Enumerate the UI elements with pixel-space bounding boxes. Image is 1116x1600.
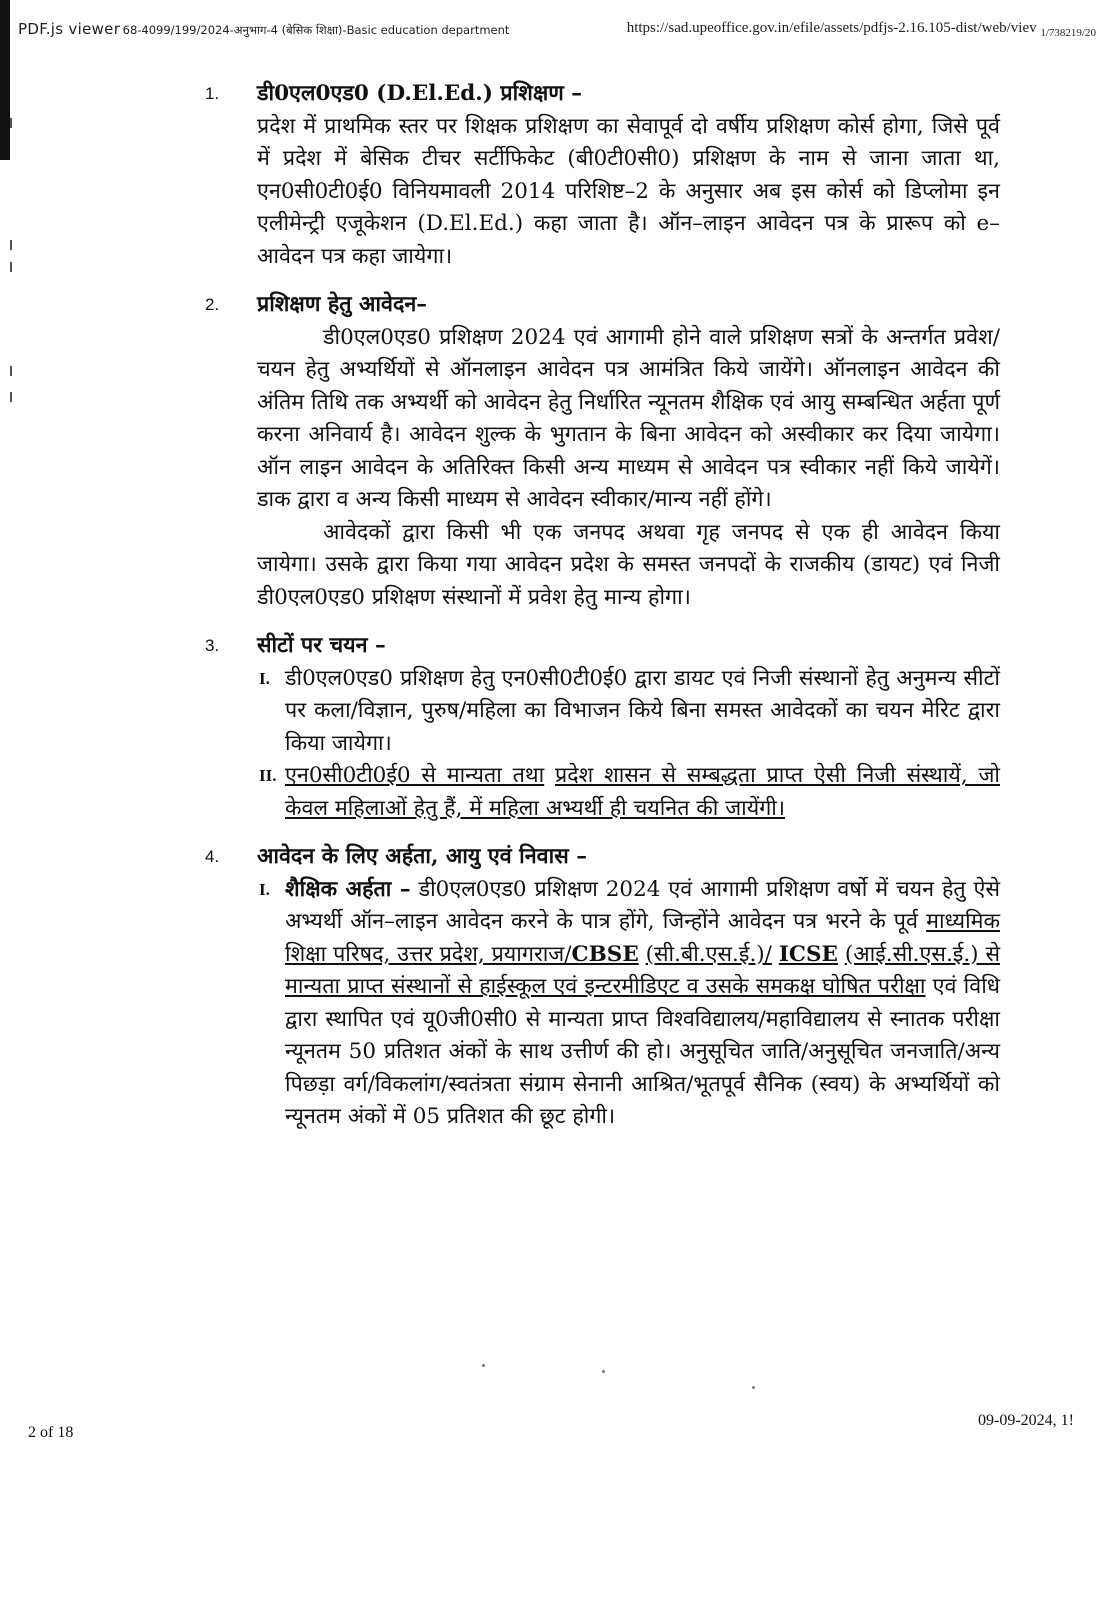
section-1 <box>205 78 1000 273</box>
section-2 <box>205 289 1000 614</box>
section-paragraph: आवेदकों द्वारा किसी भी एक जनपद अथवा गृह जनपद से एक ही आवेदन किया जायेगा। उसके द्वारा किया गया आवेदन प्रदेश के समस्त जनपदों के राजकीय (डायट) एवं निजी डी0एल0एड0 प्रशिक्षण संस्थानों में प्रवेश हेतु मान्य होगा। <box>257 519 1000 610</box>
scan-margin-mark <box>10 366 12 376</box>
section-paragraph: डी0एल0एड0 प्रशिक्षण 2024 एवं आगामी होने वाले प्रशिक्षण सत्रों के अन्तर्गत प्रवेश/चयन हेतु अभ्यर्थियों से ऑनलाइन आवेदन पत्र आमंत्रित किये जायेंगे। ऑनलाइन आवेदन की अंतिम तिथि तक अभ्यर्थी को आवेदन हेतु निर्धारित न्यूनतम शैक्षिक एवं आयु सम्बन्धित अर्हता पूर्ण करना अनिवार्य है। आवेदन शुल्क के भुगतान के बिना आवेदन को अस्वीकार कर दिया जायेगा। ऑन लाइन आवेदन के अतिरिक्त किसी अन्य माध्यम से आवेदन पत्र स्वीकार नहीं किये जायेगें। डाक द्वारा व अन्य किसी माध्यम से आवेदन स्वीकार/मान्य नहीं होंगे। <box>257 324 1000 512</box>
list-item <box>257 874 1000 1134</box>
scan-margin-mark <box>10 392 12 402</box>
section-number: 2. <box>205 295 220 314</box>
viewer-label: PDF.js viewer <box>18 20 121 38</box>
section-3 <box>205 630 1000 825</box>
section-number: 3. <box>205 636 220 655</box>
scan-margin-mark <box>10 262 12 272</box>
item-text: एवं विधि द्वारा स्थापित एवं यू0जी0सी0 से मान्यता प्राप्त विश्वविद्यालय/महाविद्यालय से स्नातक परीक्षा न्यूनतम 50 प्रतिशत अंकों के साथ उत्तीर्ण की हो। अनुसूचित जाति/अनुसूचित जनजाति/अन्य पिछड़ा वर्ग/विकलांग/स्वतंत्रता संग्राम सेनानी आश्रित/भूतपूर्व सैनिक (स्वय) के अभ्यर्थियों को न्यूनतम अंकों में 05 प्रतिशत की छूट होगी। <box>285 974 1000 1129</box>
document-body <box>205 78 1000 1150</box>
section-title: सीटों पर चयन – <box>257 633 386 658</box>
list-item <box>257 760 1000 825</box>
item-number: I. <box>259 879 270 899</box>
section-title: डी0एल0एड0 (D.El.Ed.) प्रशिक्षण – <box>257 81 583 106</box>
page-url: https://sad.upeoffice.gov.in/efile/assets/pdfjs-2.16.105-dist/web/viev <box>626 20 1037 36</box>
page-counter: 2 of 18 <box>28 1424 74 1441</box>
scan-speck <box>602 1370 605 1373</box>
section-4 <box>205 841 1000 1134</box>
scan-speck <box>482 1364 485 1367</box>
underlined-text: माध्यमिक शिक्षा परिषद, उत्तर प्रदेश, प्रयागराज/ <box>285 909 1001 967</box>
underlined-text: CBSE <box>571 941 639 967</box>
section-paragraph: प्रदेश में प्राथमिक स्तर पर शिक्षक प्रशिक्षण का सेवापूर्व दो वर्षीय प्रशिक्षण कोर्स होगा, जिसे पूर्व में प्रदेश में बेसिक टीचर सर्टीफिकेट (बी0टी0सी0) प्रशिक्षण के नाम से जाना जाता था, एन0सी0टी0ई0 विनियमावली 2014 परिशिष्ट–2 के अनुसार अब इस कोर्स को डिप्लोमा इन एलीमेन्ट्री एजूकेशन (D.El.Ed.) कहा जाता है। ऑन–लाइन आवेदन पत्र के प्रारूप को e–आवेदन पत्र कहा जायेगा। <box>257 113 1000 269</box>
underlined-text: प्रदेश शासन से सम्बद्धता प्राप्त ऐसी निजी संस्थायें, जो केवल महिलाओं हेतु हैं, में महिला अभ्यर्थी ही चयनित की जायेंगी। <box>285 763 1000 821</box>
item-number: I. <box>259 668 270 688</box>
item-label: शैक्षिक अर्हता – <box>285 876 411 902</box>
item-number: II. <box>259 766 277 785</box>
print-timestamp: 09-09-2024, 1! <box>978 1412 1074 1429</box>
section-number: 4. <box>205 847 220 866</box>
item-text: डी0एल0एड0 प्रशिक्षण हेतु एन0सी0टी0ई0 द्वारा डायट एवं निजी संस्थानों हेतु अनुमन्य सीटों पर कला/विज्ञान, पुरुष/महिला का विभाजन किये बिना समस्त आवेदकों का चयन मेरिट द्वारा किया जायेगा। <box>285 665 1000 756</box>
underlined-text: (सी.बी.एस.ई.)/ <box>645 941 772 967</box>
print-header-right <box>627 20 1096 37</box>
scan-margin-mark <box>10 240 12 250</box>
print-header-left <box>18 20 509 38</box>
section-title: आवेदन के लिए अर्हता, आयु एवं निवास – <box>257 844 587 869</box>
list-item <box>257 663 1000 761</box>
scan-edge-mark <box>0 0 10 160</box>
section-number: 1. <box>205 84 220 103</box>
scan-margin-mark <box>10 118 12 128</box>
underlined-text: (आई.सी.एस.ई.) से मान्यता प्राप्त संस्थानों से हाईस्कूल एवं इन्टरमीडिएट व उसके समकक्ष घोषित परीक्षा <box>285 941 1000 999</box>
underlined-text: ICSE <box>778 941 838 967</box>
item-text: डी0एल0एड0 प्रशिक्षण 2024 एवं आगामी प्रशिक्षण वर्षो में चयन हेतु ऐसे अभ्यर्थी ऑन–लाइन आवेदन करने के पात्र होंगे, जिन्होंने आवेदन पत्र भरने के पूर्व <box>285 876 1000 934</box>
file-reference: 68-4099/199/2024-अनुभाग-4 (बेसिक शिक्षा)-Basic education department <box>122 23 510 37</box>
page-reference: 1/738219/20 <box>1040 27 1096 39</box>
scan-speck <box>752 1386 755 1389</box>
underlined-text: एन0सी0टी0ई0 से मान्यता तथा <box>285 763 545 788</box>
section-title: प्रशिक्षण हेतु आवेदन– <box>257 292 428 317</box>
